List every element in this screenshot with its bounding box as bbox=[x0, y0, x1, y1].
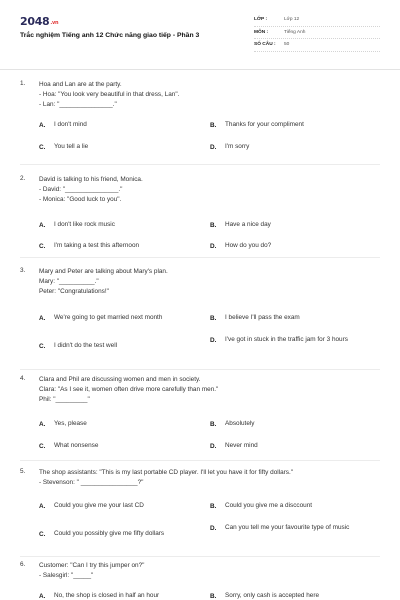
question-1 bbox=[20, 80, 380, 151]
divider bbox=[20, 164, 380, 165]
question-stem bbox=[20, 561, 380, 581]
quiz-meta bbox=[254, 14, 380, 52]
question-line: The shop assistants: "This is my last portable CD player. I'll let you have it for fifty dollars." bbox=[39, 469, 294, 476]
question-stem bbox=[20, 267, 380, 297]
question-line: - David: "_______________." bbox=[39, 186, 123, 193]
option-d[interactable]: D. I'm sorry bbox=[210, 143, 250, 151]
option-a[interactable]: A. I don't mind bbox=[39, 121, 87, 129]
question-stem bbox=[20, 175, 380, 205]
question-line: David is talking to his friend, Monica. bbox=[39, 176, 143, 183]
question-line: - Stevenson: " ________________?" bbox=[39, 479, 144, 486]
divider bbox=[20, 556, 380, 557]
option-d[interactable]: D. Can you tell me your favourite type of music bbox=[210, 524, 350, 532]
question-line: Mary: "__________." bbox=[39, 278, 99, 285]
question-line: Phil: "_________" bbox=[39, 396, 90, 403]
question-stem bbox=[20, 80, 380, 110]
question-stem bbox=[20, 468, 380, 488]
page-title: Trắc nghiệm Tiếng anh 12 Chức năng giao tiếp - Phần 3 bbox=[20, 32, 200, 39]
option-c[interactable]: C. You tell a lie bbox=[39, 143, 89, 151]
option-b[interactable]: B. I believe I'll pass the exam bbox=[210, 314, 300, 322]
question-stem bbox=[20, 375, 380, 405]
question-number: 1. bbox=[20, 80, 26, 87]
question-6 bbox=[20, 561, 380, 600]
question-5 bbox=[20, 468, 380, 538]
option-b[interactable]: B. Absolutely bbox=[210, 420, 255, 428]
question-line: - Monica: "Good luck to you". bbox=[39, 196, 122, 203]
option-b[interactable]: B. Thanks for your compliment bbox=[210, 121, 304, 129]
meta-subject-row bbox=[254, 27, 380, 40]
question-3 bbox=[20, 267, 380, 350]
option-b[interactable]: B. Have a nice day bbox=[210, 221, 271, 229]
question-line: Hoa and Lan are at the party. bbox=[39, 81, 122, 88]
question-line: Clara and Phil are discussing women and men in society. bbox=[39, 376, 201, 383]
question-2 bbox=[20, 175, 380, 250]
question-line: - Salesgirl: "_____" bbox=[39, 572, 94, 579]
option-c[interactable]: C. What nonsense bbox=[39, 442, 99, 450]
question-line: - Lan: "_______________." bbox=[39, 101, 117, 108]
option-b[interactable]: B. Sorry, only cash is accepted here bbox=[210, 592, 320, 600]
option-a[interactable]: A. We're going to get married next month bbox=[39, 314, 163, 322]
option-b[interactable]: B. Could you give me a disccount bbox=[210, 502, 313, 510]
option-c[interactable]: C. Could you possibly give me fifty dollars bbox=[39, 530, 165, 538]
question-number: 6. bbox=[20, 561, 26, 568]
meta-count-value: 50 bbox=[284, 42, 290, 48]
question-line: Customer: "Can I try this jumper on?" bbox=[39, 562, 145, 569]
question-number: 3. bbox=[20, 267, 26, 274]
meta-class-value: Lớp 12 bbox=[284, 17, 300, 23]
option-c[interactable]: C. I didn't do the test well bbox=[39, 342, 118, 350]
meta-count-label: SỐ CÂU : bbox=[254, 42, 276, 48]
page-header bbox=[0, 0, 400, 70]
meta-subject-value: Tiếng Anh bbox=[284, 29, 306, 35]
option-a[interactable]: A. Yes, please bbox=[39, 420, 87, 428]
question-line: - Hoa: "You look very beautiful in that dress, Lan". bbox=[39, 91, 180, 98]
option-d[interactable]: D. Never mind bbox=[210, 442, 258, 450]
question-4 bbox=[20, 375, 380, 450]
question-line: Peter: "Congratulations!" bbox=[39, 288, 109, 295]
option-c[interactable]: C. I'm taking a test this afternoon bbox=[39, 242, 140, 250]
site-logo[interactable]: 2048.vn bbox=[20, 15, 59, 28]
question-number: 4. bbox=[20, 375, 26, 382]
meta-class-label: LỚP : bbox=[254, 17, 268, 23]
meta-count-row bbox=[254, 39, 380, 52]
question-number: 5. bbox=[20, 468, 26, 475]
meta-class-row bbox=[254, 14, 380, 27]
option-d[interactable]: D. I've got in stuck in the traffic jam for 3 hours bbox=[210, 336, 348, 344]
meta-subject-label: MÔN : bbox=[254, 29, 269, 35]
divider bbox=[20, 257, 380, 258]
question-line: Mary and Peter are talking about Mary's plan. bbox=[39, 268, 168, 275]
question-line: Clara: "As I see it, women often drive more carefully than men." bbox=[39, 386, 219, 393]
option-a[interactable]: A. Could you give me your last CD bbox=[39, 502, 144, 510]
divider bbox=[20, 369, 380, 370]
question-number: 2. bbox=[20, 175, 26, 182]
option-d[interactable]: D. How do you do? bbox=[210, 242, 272, 250]
divider bbox=[20, 460, 380, 461]
option-a[interactable]: A. No, the shop is closed in half an hour bbox=[39, 592, 160, 600]
option-a[interactable]: A. I don't like rock music bbox=[39, 221, 115, 229]
